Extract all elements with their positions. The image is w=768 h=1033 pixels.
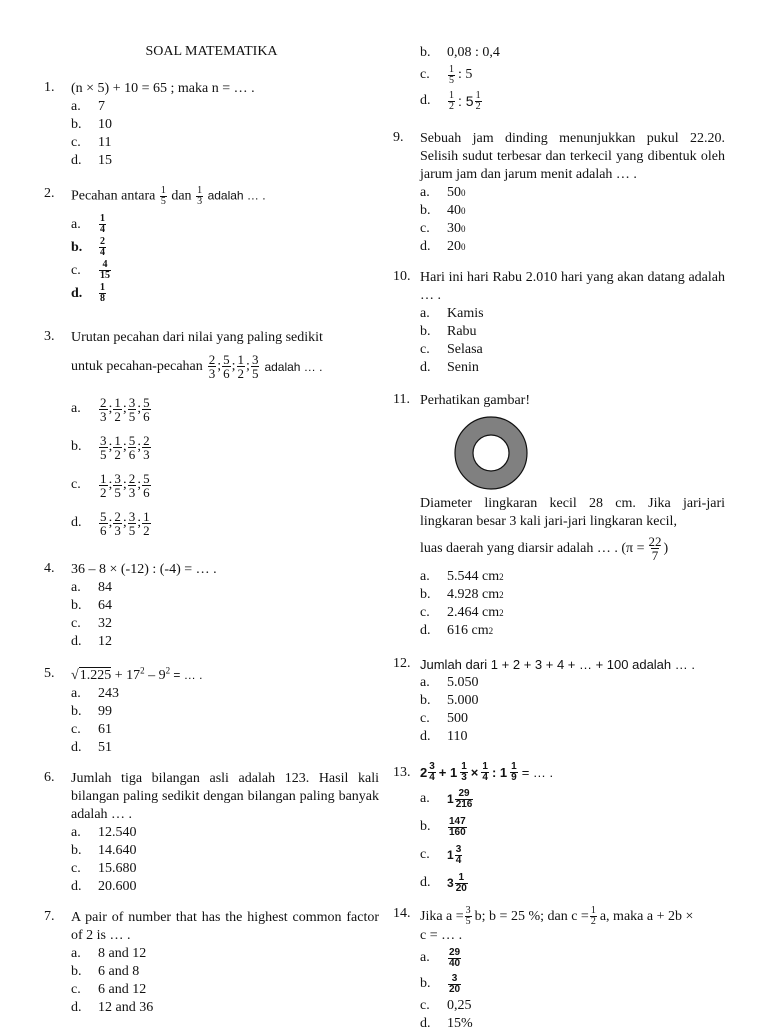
question-text: A pair of number that has the highest common factor of 2 is … . — [71, 910, 379, 943]
question-number: 12. — [393, 656, 411, 671]
options — [71, 390, 379, 542]
option-b[interactable]: b. 5.000 — [420, 693, 479, 708]
option-c[interactable]: c. 15.680 — [71, 861, 137, 876]
option-a[interactable]: a. $\frac{1}{4}$ — [71, 213, 105, 235]
question-number: 2. — [44, 186, 55, 201]
option-c[interactable]: c. 30 0 — [420, 221, 466, 236]
question-number: 7. — [44, 909, 55, 924]
question-number: 10. — [393, 269, 411, 284]
option-d[interactable]: d. 616 cm 2 — [420, 623, 494, 638]
question-text: Diameter lingkaran kecil 28 cm. Jika jari-jari lingkaran besar 3 kali jari-jari lingkaran kecil, — [420, 496, 725, 529]
option-b[interactable]: b. 64 — [71, 598, 112, 613]
options — [71, 579, 379, 651]
options — [420, 785, 725, 897]
option-c[interactable]: c. 500 — [420, 711, 468, 726]
options — [420, 184, 725, 256]
option-b[interactable]: b. $\frac{3}{20}$ — [420, 972, 461, 995]
question-text: Perhatikan gambar! — [420, 393, 531, 408]
option-d[interactable]: d. $\frac{5}{6}$ ; $\frac{2}{3}$ ; $\frac{3}{5}$ ; $\frac{1}{2}$ — [71, 508, 150, 538]
question-text: Jumlah dari 1 + 2 + 3 + 4 + … + 100 adalah … . — [420, 657, 695, 672]
option-c[interactable]: c. 6 and 12 — [71, 982, 147, 997]
question-text: (n × 5) + 10 = 65 ; maka n = … . — [71, 81, 255, 96]
option-d[interactable]: d. 110 — [420, 729, 468, 744]
option-d[interactable]: d. 12 and 36 — [71, 1000, 154, 1015]
option-b[interactable]: b. 6 and 8 — [71, 964, 140, 979]
option-d[interactable]: d. Senin — [420, 360, 479, 375]
fraction: $\frac{1}{8}$ — [100, 282, 105, 304]
question-8-continued — [393, 44, 725, 114]
shaded-ring-figure — [453, 415, 529, 491]
question-number: 6. — [44, 770, 55, 785]
option-a[interactable]: a. $\frac{29}{40}$ — [420, 946, 461, 969]
options — [420, 305, 725, 377]
options — [71, 824, 379, 896]
option-c[interactable]: c. $\frac{1}{5}$ : 5 — [420, 63, 473, 86]
question-text: Pecahan antara $\frac{1}{5}$ dan $\frac{1}{3}$ adalah … . — [71, 185, 266, 207]
question-14: 14. Jika a = $\frac{3}{5}$ b; b = 25 %; dan c = $\frac{1}{2}$ a, maka a + 2b × c = … . a. $\frac{29}{40}$ b. $\frac{3}{20}$ c. 0,25 d. 15% — [393, 906, 725, 1033]
option-b[interactable]: b. 14.640 — [71, 843, 137, 858]
option-c[interactable]: c. 32 — [71, 616, 112, 631]
option-b[interactable]: b. 4.928 cm 2 — [420, 587, 504, 602]
question-text: 2 $\frac{3}{4}$ + 1 $\frac{1}{3}$ × $\frac{1}{4}$ : 1 $\frac{1}{9}$ = … . — [420, 761, 554, 783]
option-b[interactable]: b. 10 — [71, 117, 112, 132]
option-a[interactable]: a. Kamis — [420, 306, 484, 321]
question-number: 4. — [44, 561, 55, 576]
option-a[interactable]: a. 5.544 cm 2 — [420, 569, 504, 584]
question-3 — [44, 329, 379, 542]
option-d[interactable]: d. 15% — [420, 1016, 473, 1031]
question-12 — [393, 656, 725, 746]
option-d[interactable]: d. 51 — [71, 740, 112, 755]
question-13 — [393, 762, 725, 897]
option-b[interactable]: b. Rabu — [420, 324, 477, 339]
question-number: 5. — [44, 666, 55, 681]
option-c[interactable]: c. $\frac{1}{2}$ ; $\frac{3}{5}$ ; $\frac{2}{3}$ ; $\frac{5}{6}$ — [71, 470, 150, 500]
question-text: Sebuah jam dinding menunjukkan pukul 22.20. Selisih sudut terbesar dan terkecil yang dibentuk oleh jarum jam dan jarum menit adalah … . — [420, 131, 725, 182]
page-title: SOAL MATEMATIKA — [145, 44, 278, 59]
inner-circle — [473, 435, 509, 471]
question-text: Jumlah tiga bilangan asli adalah 123. Hasil kali bilangan paling sedikit dengan bilangan paling banyak adalah … . — [71, 771, 379, 822]
fraction: $\frac{2}{4}$ — [100, 236, 105, 258]
options — [71, 685, 379, 757]
options — [71, 945, 379, 1017]
option-a[interactable]: a. 8 and 12 — [71, 946, 147, 961]
options — [71, 213, 379, 305]
option-b[interactable]: b. 99 — [71, 704, 112, 719]
option-a[interactable]: a. 1 $\frac{29}{216}$ — [420, 787, 473, 810]
question-9 — [393, 130, 725, 256]
question-11 — [393, 392, 725, 410]
option-b[interactable]: b. $\frac{147}{160}$ — [420, 815, 466, 838]
option-b[interactable]: b. $\frac{2}{4}$ — [71, 236, 105, 258]
question-7 — [44, 909, 379, 1017]
question-10 — [393, 269, 725, 377]
option-a[interactable]: a. $\frac{2}{3}$ ; $\frac{1}{2}$ ; $\frac{3}{5}$ ; $\frac{5}{6}$ — [71, 394, 150, 424]
question-number: 1. — [44, 80, 55, 95]
option-d[interactable]: d. 20.600 — [71, 879, 137, 894]
question-number: 11. — [393, 392, 410, 407]
option-c[interactable]: c. Selasa — [420, 342, 483, 357]
question-number: 13. — [393, 765, 411, 780]
option-a[interactable]: a. 12.540 — [71, 825, 137, 840]
question-1 — [44, 80, 379, 170]
options — [71, 98, 379, 170]
fraction: $\frac{22}{7}$ — [648, 534, 662, 563]
question-text: Hari ini hari Rabu 2.010 hari yang akan datang adalah … . — [420, 270, 725, 303]
fraction: $\frac{1}{4}$ — [100, 213, 105, 235]
option-a[interactable]: a. 7 — [71, 99, 105, 114]
question-6 — [44, 770, 379, 896]
question-text: Jika a = $\frac{3}{5}$ b; b = 25 %; dan c = $\frac{1}{2}$ a, maka a + 2b × — [420, 905, 694, 927]
question-number: 14. — [393, 906, 411, 921]
option-d[interactable]: d. $\frac{1}{2}$ : 5 $\frac{1}{2}$ — [420, 89, 481, 112]
option-d[interactable]: d. 12 — [71, 634, 112, 649]
options — [420, 674, 725, 746]
question-5 — [44, 666, 379, 757]
fraction-set: $\frac{2}{3}$ ; $\frac{5}{6}$ ; $\frac{1}{2}$ ; $\frac{3}{5}$ — [208, 352, 259, 381]
options — [420, 44, 725, 114]
options — [420, 568, 725, 640]
option-a[interactable]: a. 243 — [71, 686, 119, 701]
option-c[interactable]: c. 11 — [71, 135, 112, 150]
question-11-body: Diameter lingkaran kecil 28 cm. Jika jari-jari lingkaran besar 3 kali jari-jari lingkaran kecil, luas daerah yang diarsir adalah … . (π = $\frac{22}{7}$ ) a. 5.544 cm 2 b. 4.928 cm 2 c. 2.464 cm 2 d. 616 cm 2 — [420, 496, 725, 638]
option-b[interactable]: b. 40 0 — [420, 203, 466, 218]
question-2 — [44, 186, 379, 305]
option-c[interactable]: c. 61 — [71, 722, 112, 737]
question-4 — [44, 561, 379, 651]
option-b[interactable]: b. 0,08 : 0,4 — [420, 45, 500, 60]
option-a[interactable]: a. 84 — [71, 580, 112, 595]
fraction: $\frac{1}{5}$ — [160, 185, 166, 207]
question-number: 3. — [44, 329, 55, 344]
fraction: $\frac{4}{15}$ — [100, 259, 110, 281]
option-c[interactable]: c. 0,25 — [420, 998, 472, 1013]
option-c[interactable]: c. 1 $\frac{3}{4}$ — [420, 843, 462, 866]
question-text: $√1.225 + 17^2 - 9^2$ = … . — [71, 665, 203, 683]
fraction: $\frac{1}{3}$ — [197, 185, 203, 207]
question-number: 9. — [393, 130, 404, 145]
question-text: Urutan pecahan dari nilai yang paling sedikit untuk pecahan-pecahan $\frac{2}{3}$ ; $\frac{5}{6}$ ; $\frac{1}{2}$ ; $\frac{3}{5}$ adalah … . — [71, 330, 323, 381]
options — [420, 945, 725, 1033]
option-d[interactable]: d. $\frac{1}{8}$ — [71, 282, 105, 304]
square-root: √1.225 — [71, 668, 112, 683]
option-a[interactable]: a. 5.050 — [420, 675, 479, 690]
option-d[interactable]: d. 3 $\frac{1}{20}$ — [420, 871, 467, 894]
question-text: 36 – 8 × (-12) : (-4) = … . — [71, 562, 217, 577]
option-c[interactable]: c. $\frac{4}{15}$ — [71, 259, 110, 281]
option-b[interactable]: b. $\frac{3}{5}$ ; $\frac{1}{2}$ ; $\frac{5}{6}$ ; $\frac{2}{3}$ — [71, 432, 150, 462]
option-d[interactable]: d. 20 0 — [420, 239, 466, 254]
option-c[interactable]: c. 2.464 cm 2 — [420, 605, 504, 620]
option-a[interactable]: a. 50 0 — [420, 185, 466, 200]
option-d[interactable]: d. 15 — [71, 153, 112, 168]
